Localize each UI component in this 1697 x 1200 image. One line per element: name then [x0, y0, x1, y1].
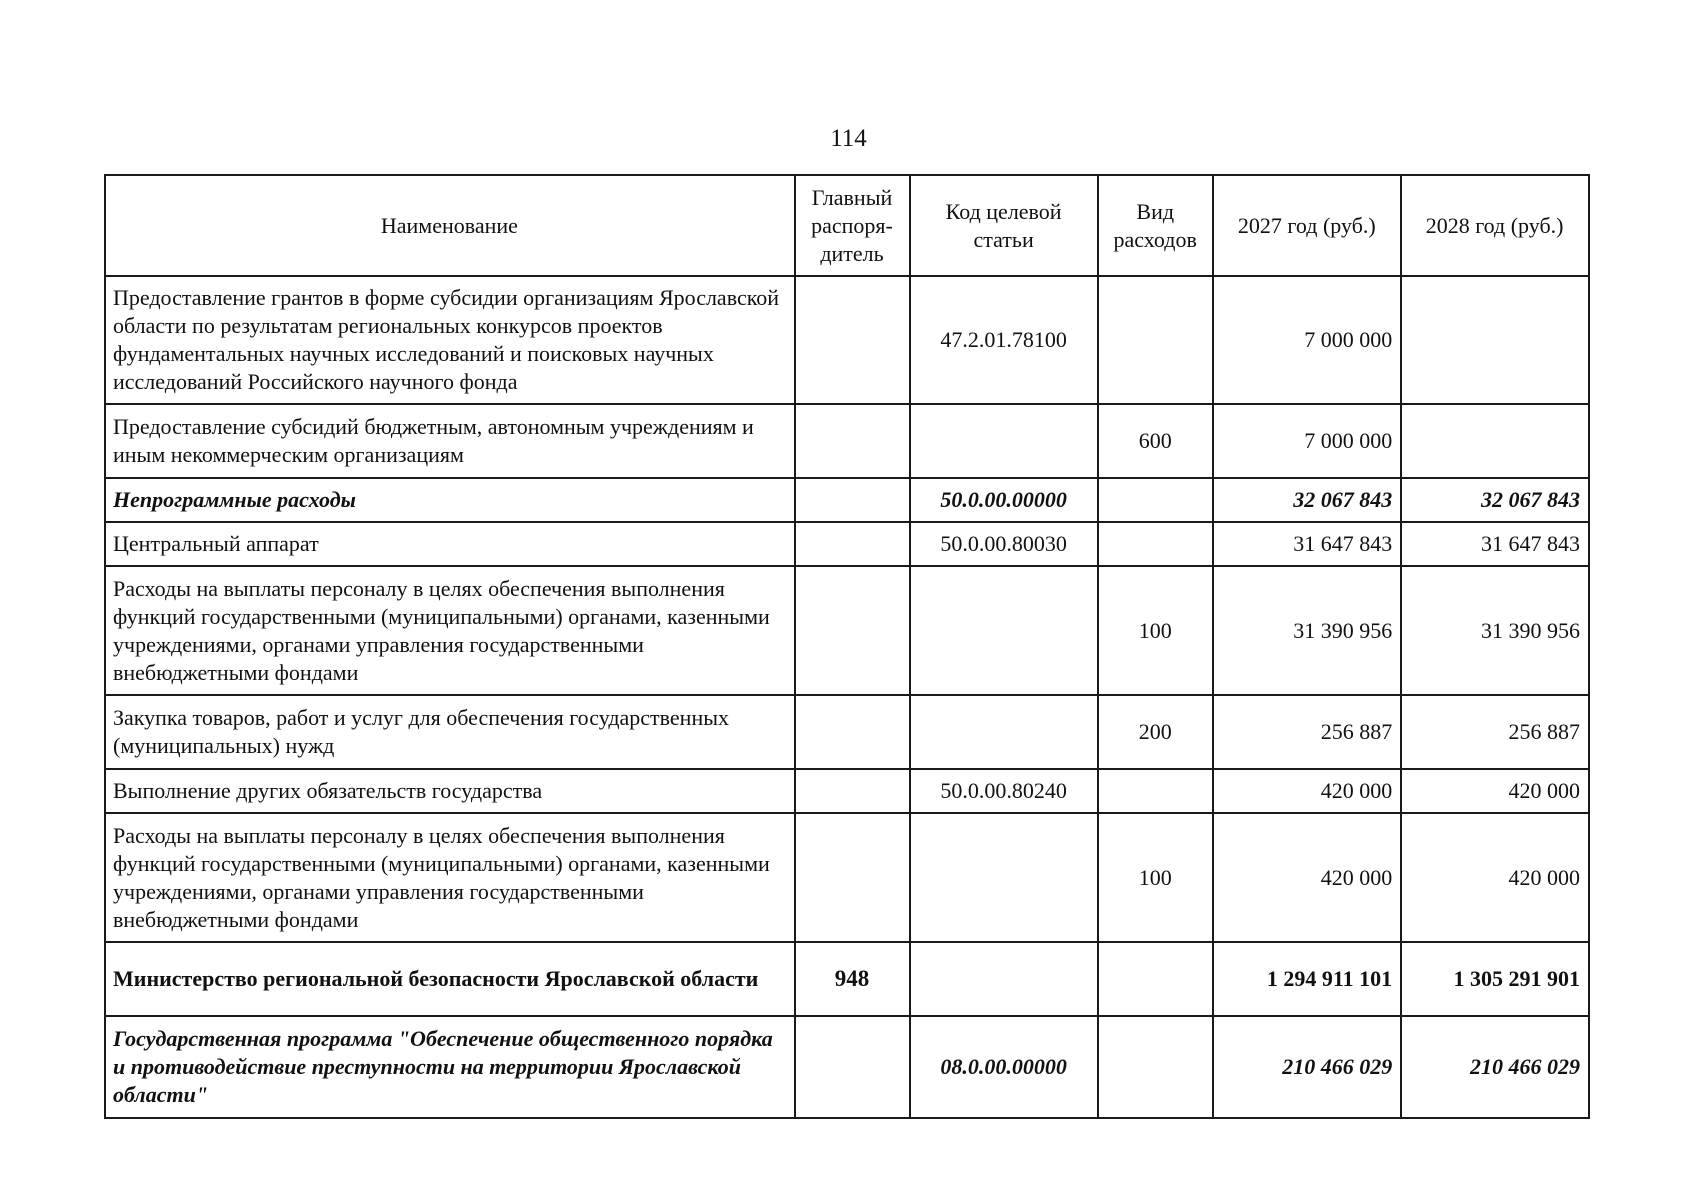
- cell-code: [910, 813, 1098, 942]
- cell-admin: [795, 1016, 910, 1118]
- table-row: [105, 404, 1589, 478]
- cell-name: Государственная программа "Обеспечение общественного порядка и противодействие преступности на территории Ярославской области": [105, 1016, 795, 1118]
- cell-type: [1098, 1016, 1213, 1118]
- cell-name: Предоставление грантов в форме субсидии организациям Ярославской области по результатам региональных конкурсов проектов фундаментальных научных исследований и поисковых научных исследований Российского научного фонда: [105, 276, 795, 404]
- cell-admin: [795, 695, 910, 769]
- header-name: Наименование: [105, 175, 795, 276]
- cell-name: Расходы на выплаты персоналу в целях обеспечения выполнения функций государственными (муниципальными) органами, казенными учреждениями, органами управления государственными внебюджетными фондами: [105, 813, 795, 942]
- table-row: [105, 769, 1589, 813]
- header-type: Вид расходов: [1098, 175, 1213, 276]
- cell-2027: 31 390 956: [1213, 566, 1401, 695]
- table-row: [105, 522, 1589, 566]
- cell-type: 200: [1098, 695, 1213, 769]
- table-row: [105, 695, 1589, 769]
- cell-type: 100: [1098, 566, 1213, 695]
- cell-admin: [795, 522, 910, 566]
- header-2028: 2028 год (руб.): [1401, 175, 1589, 276]
- cell-type: [1098, 522, 1213, 566]
- cell-name: Непрограммные расходы: [105, 478, 795, 522]
- cell-type: 100: [1098, 813, 1213, 942]
- cell-2027: 1 294 911 101: [1213, 942, 1401, 1016]
- cell-2027: 7 000 000: [1213, 404, 1401, 478]
- cell-admin: [795, 276, 910, 404]
- cell-code: 47.2.01.78100: [910, 276, 1098, 404]
- cell-type: [1098, 769, 1213, 813]
- cell-admin: [795, 566, 910, 695]
- cell-2028: 420 000: [1401, 813, 1589, 942]
- cell-2027: 420 000: [1213, 769, 1401, 813]
- table-header-row: [105, 175, 1589, 276]
- cell-type: 600: [1098, 404, 1213, 478]
- cell-2027: 31 647 843: [1213, 522, 1401, 566]
- cell-code: 50.0.00.80030: [910, 522, 1098, 566]
- cell-2027: 420 000: [1213, 813, 1401, 942]
- cell-2027: 32 067 843: [1213, 478, 1401, 522]
- cell-name: Министерство региональной безопасности Ярославской области: [105, 942, 795, 1016]
- cell-type: [1098, 942, 1213, 1016]
- cell-2028: 210 466 029: [1401, 1016, 1589, 1118]
- cell-code: 08.0.00.00000: [910, 1016, 1098, 1118]
- cell-2028: 31 647 843: [1401, 522, 1589, 566]
- table-row: [105, 813, 1589, 942]
- cell-2028: 1 305 291 901: [1401, 942, 1589, 1016]
- cell-code: [910, 404, 1098, 478]
- table-row: [105, 942, 1589, 1016]
- header-admin: Главный распоря-дитель: [795, 175, 910, 276]
- header-2027: 2027 год (руб.): [1213, 175, 1401, 276]
- cell-2028: 31 390 956: [1401, 566, 1589, 695]
- cell-code: [910, 695, 1098, 769]
- cell-admin: [795, 478, 910, 522]
- table-row: [105, 566, 1589, 695]
- page-number: 114: [830, 125, 867, 152]
- cell-name: Предоставление субсидий бюджетным, автономным учреждениям и иным некоммерческим организациям: [105, 404, 795, 478]
- cell-admin: [795, 813, 910, 942]
- table-row: [105, 478, 1589, 522]
- header-code: Код целевой статьи: [910, 175, 1098, 276]
- cell-code: [910, 942, 1098, 1016]
- cell-name: Центральный аппарат: [105, 522, 795, 566]
- cell-2028: 32 067 843: [1401, 478, 1589, 522]
- cell-admin: 948: [795, 942, 910, 1016]
- table-row: [105, 1016, 1589, 1118]
- cell-type: [1098, 276, 1213, 404]
- cell-2028: 256 887: [1401, 695, 1589, 769]
- cell-code: [910, 566, 1098, 695]
- cell-2027: 210 466 029: [1213, 1016, 1401, 1118]
- budget-table: [104, 174, 1590, 1119]
- cell-name: Закупка товаров, работ и услуг для обеспечения государственных (муниципальных) нужд: [105, 695, 795, 769]
- cell-2028: 420 000: [1401, 769, 1589, 813]
- cell-2027: 7 000 000: [1213, 276, 1401, 404]
- cell-2028: [1401, 276, 1589, 404]
- cell-type: [1098, 478, 1213, 522]
- table-row: [105, 276, 1589, 404]
- cell-2027: 256 887: [1213, 695, 1401, 769]
- cell-admin: [795, 404, 910, 478]
- cell-code: 50.0.00.80240: [910, 769, 1098, 813]
- cell-admin: [795, 769, 910, 813]
- cell-code: 50.0.00.00000: [910, 478, 1098, 522]
- cell-name: Выполнение других обязательств государства: [105, 769, 795, 813]
- cell-name: Расходы на выплаты персоналу в целях обеспечения выполнения функций государственными (муниципальными) органами, казенными учреждениями, органами управления государственными внебюджетными фондами: [105, 566, 795, 695]
- cell-2028: [1401, 404, 1589, 478]
